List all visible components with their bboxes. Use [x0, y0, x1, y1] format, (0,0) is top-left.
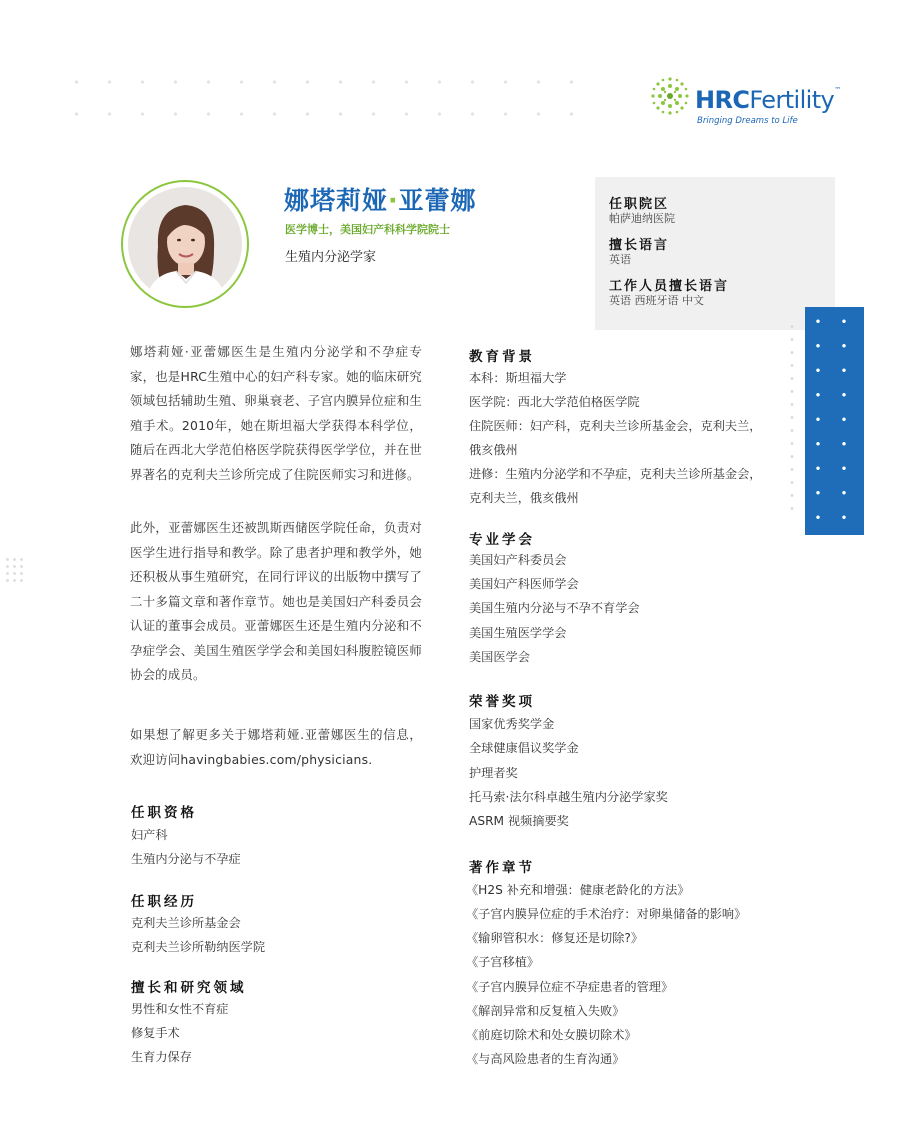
- languages-label: 擅长语言: [609, 238, 670, 253]
- education-title: 教育背景: [469, 349, 535, 365]
- logo-wordmark: [695, 86, 841, 114]
- doctor-portrait-icon: [128, 187, 242, 301]
- languages-value: 英语: [609, 253, 631, 266]
- credentials: 医学博士，美国妇产科科学院院士: [285, 223, 450, 236]
- list-item: 托马索·法尔科卓越生殖内分泌学家奖: [469, 790, 668, 804]
- logo-tagline: Bringing Dreams to Life: [697, 116, 798, 126]
- decorative-dot-column: [789, 320, 795, 520]
- name-first: 娜塔莉娅: [284, 186, 389, 215]
- list-item: ASRM 视频摘要奖: [469, 814, 569, 828]
- list-item: 国家优秀奖学金: [469, 717, 555, 731]
- name-separator: ·: [388, 186, 399, 215]
- list-item: 修复手术: [131, 1026, 180, 1040]
- list-item: 克利夫兰，俄亥俄州: [469, 491, 579, 505]
- list-item: 《子宫内膜异位症不孕症患者的管理》: [466, 980, 674, 994]
- list-item: 美国生殖内分泌与不孕不育学会: [469, 601, 640, 615]
- location-value: 帕萨迪纳医院: [609, 212, 675, 225]
- list-item: 《前庭切除术和处女膜切除术》: [466, 1028, 637, 1042]
- location-label: 任职院区: [609, 197, 670, 212]
- avatar: [128, 187, 242, 301]
- list-item: 克利夫兰诊所基金会: [131, 916, 241, 930]
- hrc-fertility-logo: [648, 72, 841, 134]
- logo-brand-light: Fertility: [749, 86, 835, 114]
- staff-languages-label: 工作人员擅长语言: [609, 279, 730, 294]
- info-panel: [595, 177, 835, 330]
- list-item: 美国医学会: [469, 650, 530, 664]
- list-item: 美国生殖医学学会: [469, 626, 567, 640]
- list-item: 《解剖异常和反复植入失败》: [466, 1004, 625, 1018]
- bio-paragraph-2: 此外，亚蕾娜医生还被凯斯西储医学院任命，负责对医学生进行指导和教学。除了患者护理和教学外，她还积极从事生殖研究，在同行评议的出版物中撰写了二十多篇文章和著作章节。她也是美国妇产科委员会认证的董事会成员。亚蕾娜医生还是生殖内分泌和不孕症学会、美国生殖医学学会和美国妇科腹腔镜医师协会的成员。: [130, 520, 422, 682]
- doctor-name: [284, 181, 477, 217]
- list-item: 生育力保存: [131, 1050, 192, 1064]
- list-item: 医学院：西北大学范伯格医学院: [469, 395, 640, 409]
- specialty: 生殖内分泌学家: [285, 250, 377, 265]
- experience-title: 任职经历: [131, 894, 197, 910]
- decorative-blue-block: [805, 307, 864, 535]
- awards-title: 荣誉奖项: [469, 694, 535, 710]
- bio-paragraph-1: 娜塔莉娅·亚蕾娜医生是生殖内分泌学和不孕症专家，也是HRC生殖中心的妇产科专家。她的临床研究领域包括辅助生殖、卵巢衰老、子宫内膜异位症和生殖手术。2010年，她在斯坦福大学获得本科学位，随后在西北大学范伯格医学院获得医学学位，并在世界著名的克利夫兰诊所完成了住院医师实习和进修。: [130, 344, 422, 482]
- list-item: 《H2S 补充和增强：健康老龄化的方法》: [466, 883, 690, 897]
- list-item: 本科：斯坦福大学: [469, 371, 567, 385]
- bio-paragraph-3: 如果想了解更多关于娜塔莉娅.亚蕾娜医生的信息，欢迎访问havingbabies.com/physicians.: [130, 727, 422, 767]
- list-item: 《与高风险患者的生育沟通》: [466, 1052, 625, 1066]
- list-item: 《输卵管积水：修复还是切除?》: [466, 931, 644, 945]
- list-item: 《子宫内膜异位症的手术治疗：对卵巢储备的影响》: [466, 907, 747, 921]
- list-item: 美国妇产科委员会: [469, 553, 567, 567]
- certification-title: 任职资格: [131, 805, 197, 821]
- list-item: 男性和女性不育症: [131, 1002, 229, 1016]
- name-last: 亚蕾娜: [398, 186, 477, 215]
- publications-title: 著作章节: [469, 860, 535, 876]
- decorative-dot-cluster: [4, 556, 26, 582]
- sunburst-logo-icon: [648, 74, 692, 118]
- list-item: 妇产科: [131, 828, 168, 842]
- avatar-frame: [121, 180, 249, 308]
- logo-brand-bold: HRC: [695, 86, 750, 114]
- list-item: 全球健康倡议奖学金: [469, 741, 579, 755]
- list-item: 俄亥俄州: [469, 443, 518, 457]
- list-item: 《子宫移植》: [466, 955, 540, 969]
- decorative-dot-pattern: [60, 66, 580, 144]
- staff-languages-value: 英语 西班牙语 中文: [609, 294, 704, 307]
- list-item: 克利夫兰诊所勒纳医学院: [131, 940, 266, 954]
- list-item: 住院医师：妇产科，克利夫兰诊所基金会，克利夫兰，: [469, 419, 762, 433]
- list-item: 护理者奖: [469, 766, 518, 780]
- list-item: 进修：生殖内分泌学和不孕症，克利夫兰诊所基金会，: [469, 467, 762, 481]
- societies-title: 专业学会: [469, 532, 535, 548]
- list-item: 生殖内分泌与不孕症: [131, 852, 241, 866]
- list-item: 美国妇产科医师学会: [469, 577, 579, 591]
- expertise-title: 擅长和研究领域: [131, 980, 247, 996]
- logo-trademark: ™: [834, 86, 841, 94]
